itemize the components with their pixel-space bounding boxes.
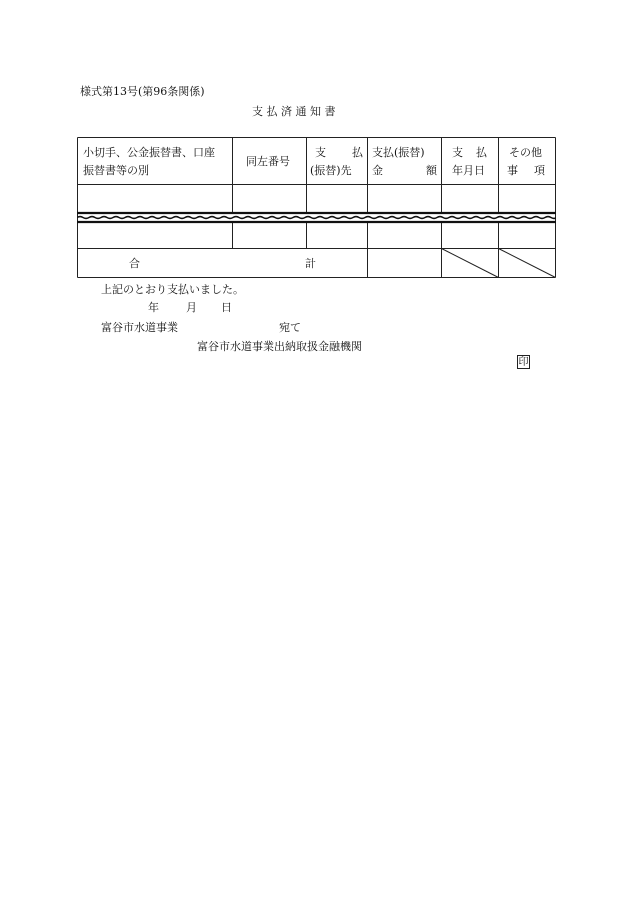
payment-table — [77, 137, 556, 278]
header-amount-a: 金 — [372, 164, 383, 177]
total-label-a: 合 — [129, 257, 140, 270]
header-other-b: 項 — [534, 164, 545, 177]
document-title: 支 払 済 通 知 書 — [252, 105, 336, 118]
date-year-label: 年 — [148, 301, 159, 314]
header-other-line1: その他 — [509, 146, 542, 159]
seal-mark: 印 — [518, 357, 529, 368]
header-instrument-type-line2: 振替書等の別 — [83, 164, 149, 177]
addressee-suffix: 宛て — [279, 321, 301, 334]
header-paydate-b: 払 — [476, 146, 487, 159]
header-amount-b: 額 — [426, 164, 437, 177]
header-payee-line2: (振替)先 — [310, 164, 352, 177]
form-number: 様式第13号(第96条関係) — [80, 85, 205, 98]
header-amount-line1: 支払(振替) — [372, 146, 425, 159]
issuer-name: 富谷市水道事業出納取扱金融機関 — [197, 340, 362, 353]
date-day-label: 日 — [221, 301, 232, 314]
addressee-name: 富谷市水道事業 — [101, 321, 178, 334]
header-same-number: 同左番号 — [246, 155, 290, 168]
header-other-a: 事 — [507, 164, 518, 177]
header-paydate-a: 支 — [452, 146, 463, 159]
header-instrument-type-line1: 小切手、公金振替書、口座 — [83, 146, 215, 159]
header-paydate-line2: 年月日 — [452, 164, 485, 177]
statement-text: 上記のとおり支払いました。 — [101, 283, 244, 296]
header-payee-a: 支 — [315, 146, 326, 159]
date-month-label: 月 — [186, 301, 197, 314]
total-label-b: 計 — [305, 257, 316, 270]
header-payee-b: 払 — [352, 146, 363, 159]
